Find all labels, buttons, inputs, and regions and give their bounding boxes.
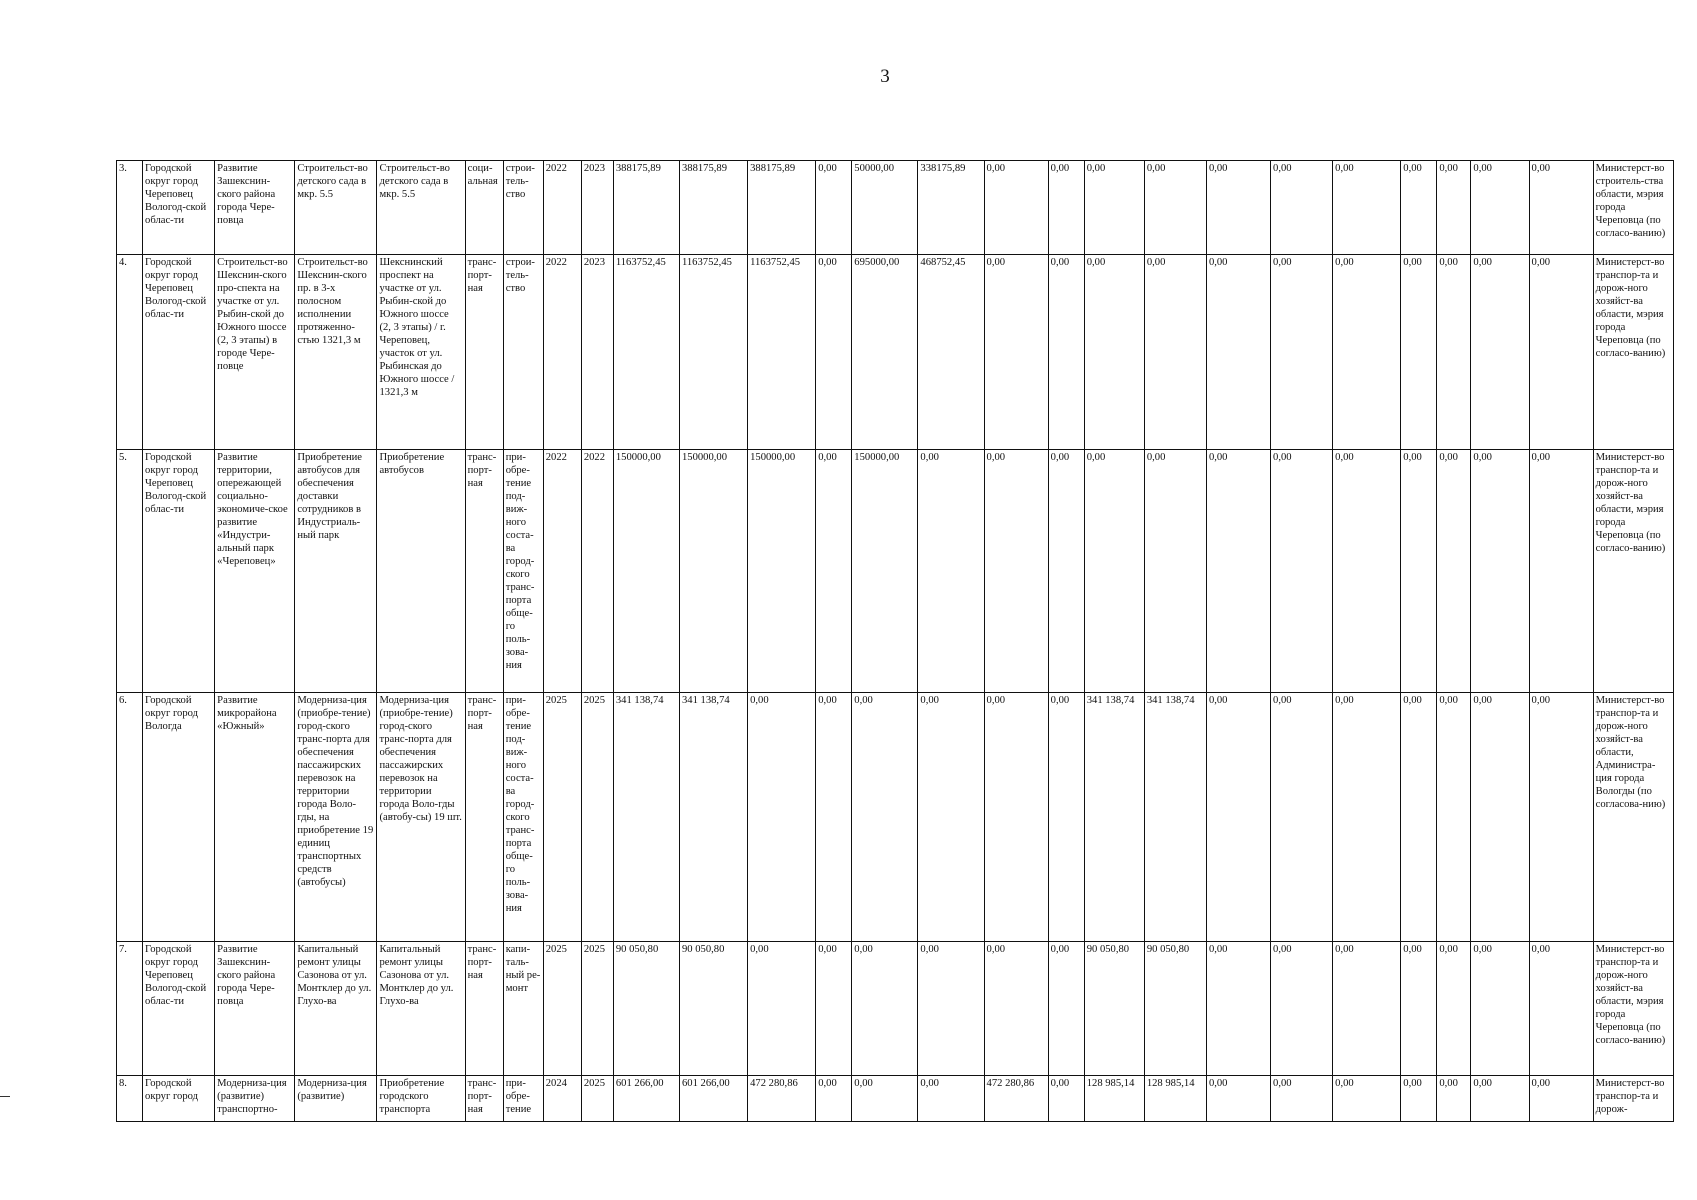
project-cell: Модерниза-ция (развитие) <box>295 1076 377 1122</box>
project-cell: Приобретение автобусов для обеспечения доставки сотрудников в Индустриаль-ный парк <box>295 450 377 693</box>
year-start-cell: 2022 <box>543 450 581 693</box>
row-number: 4. <box>117 255 143 450</box>
amount-cell-5: 0,00 <box>852 1076 918 1122</box>
responsible-cell: Министерст-во строитель-ства области, мэрия города Череповца (по согласо-ванию) <box>1593 161 1673 255</box>
amount-cell-6: 0,00 <box>918 1076 984 1122</box>
row-number: 8. <box>117 1076 143 1122</box>
program-cell: Развитие микрорайона «Южный» <box>215 693 295 942</box>
table-row <box>117 255 1674 450</box>
work-type-cell: при-обре-тение под-виж-ного соста-ва город-ского транс-порта обще-го поль-зова-ния <box>503 450 543 693</box>
sphere-cell: транс-порт-ная <box>465 942 503 1076</box>
amount-cell-17: 0,00 <box>1529 942 1593 1076</box>
amount-cell-13: 0,00 <box>1333 450 1401 693</box>
amount-cell-4: 0,00 <box>816 1076 852 1122</box>
amount-cell-7: 0,00 <box>984 942 1048 1076</box>
amount-cell-4: 0,00 <box>816 942 852 1076</box>
territory-cell: Городской округ город Череповец Вологод-ской облас-ти <box>143 942 215 1076</box>
amount-cell-6: 468752,45 <box>918 255 984 450</box>
sphere-cell: транс-порт-ная <box>465 450 503 693</box>
amount-cell-2: 150000,00 <box>679 450 747 693</box>
object-cell: Строительст-во детского сада в мкр. 5.5 <box>377 161 465 255</box>
amount-cell-6: 0,00 <box>918 450 984 693</box>
amount-cell-17: 0,00 <box>1529 255 1593 450</box>
amount-cell-3: 388175,89 <box>748 161 816 255</box>
amount-cell-11: 0,00 <box>1206 1076 1270 1122</box>
work-type-cell: при-обре-тение под-виж-ного соста-ва город-ского транс-порта обще-го поль-зова-ния <box>503 693 543 942</box>
amount-cell-7: 472 280,86 <box>984 1076 1048 1122</box>
work-type-cell: строи-тель-ство <box>503 255 543 450</box>
sphere-cell: транс-порт-ная <box>465 1076 503 1122</box>
amount-cell-10: 0,00 <box>1144 255 1206 450</box>
sphere-cell: соци-альная <box>465 161 503 255</box>
project-cell: Строительст-во детского сада в мкр. 5.5 <box>295 161 377 255</box>
amount-cell-16: 0,00 <box>1471 255 1529 450</box>
amount-cell-14: 0,00 <box>1401 1076 1437 1122</box>
responsible-cell: Министерст-во транспор-та и дорож-ного хозяйст-ва области, мэрия города Череповца (по согласо-ванию) <box>1593 255 1673 450</box>
amount-cell-3: 0,00 <box>748 942 816 1076</box>
amount-cell-5: 150000,00 <box>852 450 918 693</box>
amount-cell-8: 0,00 <box>1048 255 1084 450</box>
amount-cell-14: 0,00 <box>1401 693 1437 942</box>
amount-cell-16: 0,00 <box>1471 450 1529 693</box>
row-number: 6. <box>117 693 143 942</box>
amount-cell-6: 0,00 <box>918 693 984 942</box>
amount-cell-14: 0,00 <box>1401 161 1437 255</box>
amount-cell-12: 0,00 <box>1271 450 1333 693</box>
year-end-cell: 2022 <box>581 450 613 693</box>
table-row <box>117 450 1674 693</box>
amount-cell-11: 0,00 <box>1206 942 1270 1076</box>
year-end-cell: 2025 <box>581 1076 613 1122</box>
amount-cell-10: 128 985,14 <box>1144 1076 1206 1122</box>
year-start-cell: 2025 <box>543 693 581 942</box>
amount-cell-12: 0,00 <box>1271 255 1333 450</box>
amount-cell-9: 128 985,14 <box>1084 1076 1144 1122</box>
sphere-cell: транс-порт-ная <box>465 693 503 942</box>
territory-cell: Городской округ город Череповец Вологод-ской облас-ти <box>143 255 215 450</box>
amount-cell-12: 0,00 <box>1271 161 1333 255</box>
table-row <box>117 161 1674 255</box>
object-cell: Модерниза-ция (приобре-тение) город-ского транс-порта для обеспечения пассажирских перевозок на территории города Воло-гды (автобу-сы) 19 шт. <box>377 693 465 942</box>
amount-cell-13: 0,00 <box>1333 161 1401 255</box>
amount-cell-3: 150000,00 <box>748 450 816 693</box>
territory-cell: Городской округ город Вологда <box>143 693 215 942</box>
row-number: 3. <box>117 161 143 255</box>
amount-cell-15: 0,00 <box>1437 450 1471 693</box>
amount-cell-10: 341 138,74 <box>1144 693 1206 942</box>
amount-cell-15: 0,00 <box>1437 693 1471 942</box>
amount-cell-9: 0,00 <box>1084 161 1144 255</box>
amount-cell-15: 0,00 <box>1437 1076 1471 1122</box>
amount-cell-4: 0,00 <box>816 693 852 942</box>
amount-cell-7: 0,00 <box>984 693 1048 942</box>
amount-cell-9: 0,00 <box>1084 255 1144 450</box>
amount-cell-4: 0,00 <box>816 450 852 693</box>
amount-cell-15: 0,00 <box>1437 161 1471 255</box>
amount-cell-3: 1163752,45 <box>748 255 816 450</box>
amount-cell-6: 0,00 <box>918 942 984 1076</box>
amount-cell-11: 0,00 <box>1206 450 1270 693</box>
amount-cell-4: 0,00 <box>816 161 852 255</box>
amount-cell-8: 0,00 <box>1048 161 1084 255</box>
amount-cell-7: 0,00 <box>984 255 1048 450</box>
amount-cell-1: 388175,89 <box>613 161 679 255</box>
project-cell: Модерниза-ция (приобре-тение) город-ского транс-порта для обеспечения пассажирских перевозок на территории города Воло-гды, на приобретение 19 единиц транспортных средств (автобусы) <box>295 693 377 942</box>
margin-mark <box>0 1096 10 1097</box>
amount-cell-13: 0,00 <box>1333 1076 1401 1122</box>
object-cell: Капитальный ремонт улицы Сазонова от ул. Монтклер до ул. Глухо-ва <box>377 942 465 1076</box>
amount-cell-8: 0,00 <box>1048 1076 1084 1122</box>
amount-cell-2: 1163752,45 <box>679 255 747 450</box>
amount-cell-10: 90 050,80 <box>1144 942 1206 1076</box>
amount-cell-8: 0,00 <box>1048 693 1084 942</box>
amount-cell-10: 0,00 <box>1144 161 1206 255</box>
amount-cell-11: 0,00 <box>1206 255 1270 450</box>
amount-cell-15: 0,00 <box>1437 255 1471 450</box>
amount-cell-12: 0,00 <box>1271 942 1333 1076</box>
amount-cell-11: 0,00 <box>1206 693 1270 942</box>
work-type-cell: капи-таль-ный ре-монт <box>503 942 543 1076</box>
amount-cell-9: 90 050,80 <box>1084 942 1144 1076</box>
responsible-cell: Министерст-во транспор-та и дорож-ного хозяйст-ва области, Администра-ция города Вологды (по согласова-нию) <box>1593 693 1673 942</box>
amount-cell-5: 0,00 <box>852 942 918 1076</box>
amount-cell-6: 338175,89 <box>918 161 984 255</box>
amount-cell-12: 0,00 <box>1271 1076 1333 1122</box>
project-cell: Строительст-во Шекснин-ского пр. в 3-х полосном исполнении протяженно-стью 1321,3 м <box>295 255 377 450</box>
sphere-cell: транс-порт-ная <box>465 255 503 450</box>
program-cell: Модерниза-ция (развитие) транспортно- <box>215 1076 295 1122</box>
amount-cell-3: 0,00 <box>748 693 816 942</box>
year-end-cell: 2023 <box>581 161 613 255</box>
amount-cell-2: 341 138,74 <box>679 693 747 942</box>
amount-cell-16: 0,00 <box>1471 942 1529 1076</box>
object-cell: Приобретение городского транспорта <box>377 1076 465 1122</box>
responsible-cell: Министерст-во транспор-та и дорож- <box>1593 1076 1673 1122</box>
project-cell: Капитальный ремонт улицы Сазонова от ул. Монтклер до ул. Глухо-ва <box>295 942 377 1076</box>
amount-cell-7: 0,00 <box>984 161 1048 255</box>
responsible-cell: Министерст-во транспор-та и дорож-ного хозяйст-ва области, мэрия города Череповца (по согласо-ванию) <box>1593 450 1673 693</box>
amount-cell-15: 0,00 <box>1437 942 1471 1076</box>
projects-table <box>116 160 1674 1122</box>
program-cell: Развитие территории, опережающей социально-экономиче-ское развитие «Индустри-альный парк «Череповец» <box>215 450 295 693</box>
page-number: 3 <box>880 66 890 87</box>
amount-cell-13: 0,00 <box>1333 693 1401 942</box>
amount-cell-13: 0,00 <box>1333 942 1401 1076</box>
year-end-cell: 2025 <box>581 942 613 1076</box>
year-start-cell: 2022 <box>543 161 581 255</box>
amount-cell-5: 695000,00 <box>852 255 918 450</box>
territory-cell: Городской округ город Череповец Вологод-ской облас-ти <box>143 450 215 693</box>
program-cell: Развитие Зашекснин-ского района города Чере-повца <box>215 942 295 1076</box>
year-end-cell: 2025 <box>581 693 613 942</box>
amount-cell-8: 0,00 <box>1048 450 1084 693</box>
amount-cell-1: 1163752,45 <box>613 255 679 450</box>
object-cell: Шекснинский проспект на участке от ул. Рыбин-ской до Южного шоссе (2, 3 этапы) / г. Череповец, участок от ул. Рыбинская до Южного шоссе / 1321,3 м <box>377 255 465 450</box>
territory-cell: Городской округ город <box>143 1076 215 1122</box>
program-cell: Строительст-во Шекснин-ского про-спекта на участке от ул. Рыбин-ской до Южного шоссе (2, 3 этапы) в городе Чере-повце <box>215 255 295 450</box>
amount-cell-14: 0,00 <box>1401 942 1437 1076</box>
amount-cell-2: 90 050,80 <box>679 942 747 1076</box>
work-type-cell: при-обре-тение <box>503 1076 543 1122</box>
amount-cell-11: 0,00 <box>1206 161 1270 255</box>
year-start-cell: 2022 <box>543 255 581 450</box>
amount-cell-10: 0,00 <box>1144 450 1206 693</box>
amount-cell-17: 0,00 <box>1529 161 1593 255</box>
amount-cell-1: 150000,00 <box>613 450 679 693</box>
table-row <box>117 942 1674 1076</box>
amount-cell-14: 0,00 <box>1401 255 1437 450</box>
amount-cell-2: 601 266,00 <box>679 1076 747 1122</box>
amount-cell-9: 341 138,74 <box>1084 693 1144 942</box>
row-number: 5. <box>117 450 143 693</box>
responsible-cell: Министерст-во транспор-та и дорож-ного хозяйст-ва области, мэрия города Череповца (по согласо-ванию) <box>1593 942 1673 1076</box>
amount-cell-1: 90 050,80 <box>613 942 679 1076</box>
amount-cell-17: 0,00 <box>1529 693 1593 942</box>
amount-cell-7: 0,00 <box>984 450 1048 693</box>
amount-cell-5: 0,00 <box>852 693 918 942</box>
territory-cell: Городской округ город Череповец Вологод-ской облас-ти <box>143 161 215 255</box>
table-row <box>117 693 1674 942</box>
amount-cell-5: 50000,00 <box>852 161 918 255</box>
amount-cell-14: 0,00 <box>1401 450 1437 693</box>
amount-cell-1: 341 138,74 <box>613 693 679 942</box>
work-type-cell: строи-тель-ство <box>503 161 543 255</box>
amount-cell-1: 601 266,00 <box>613 1076 679 1122</box>
amount-cell-4: 0,00 <box>816 255 852 450</box>
amount-cell-13: 0,00 <box>1333 255 1401 450</box>
year-end-cell: 2023 <box>581 255 613 450</box>
year-start-cell: 2024 <box>543 1076 581 1122</box>
amount-cell-9: 0,00 <box>1084 450 1144 693</box>
table-row <box>117 1076 1674 1122</box>
year-start-cell: 2025 <box>543 942 581 1076</box>
row-number: 7. <box>117 942 143 1076</box>
amount-cell-2: 388175,89 <box>679 161 747 255</box>
amount-cell-17: 0,00 <box>1529 1076 1593 1122</box>
amount-cell-16: 0,00 <box>1471 161 1529 255</box>
amount-cell-3: 472 280,86 <box>748 1076 816 1122</box>
amount-cell-8: 0,00 <box>1048 942 1084 1076</box>
program-cell: Развитие Зашекснин-ского района города Чере-повца <box>215 161 295 255</box>
amount-cell-16: 0,00 <box>1471 1076 1529 1122</box>
amount-cell-17: 0,00 <box>1529 450 1593 693</box>
amount-cell-16: 0,00 <box>1471 693 1529 942</box>
object-cell: Приобретение автобусов <box>377 450 465 693</box>
amount-cell-12: 0,00 <box>1271 693 1333 942</box>
